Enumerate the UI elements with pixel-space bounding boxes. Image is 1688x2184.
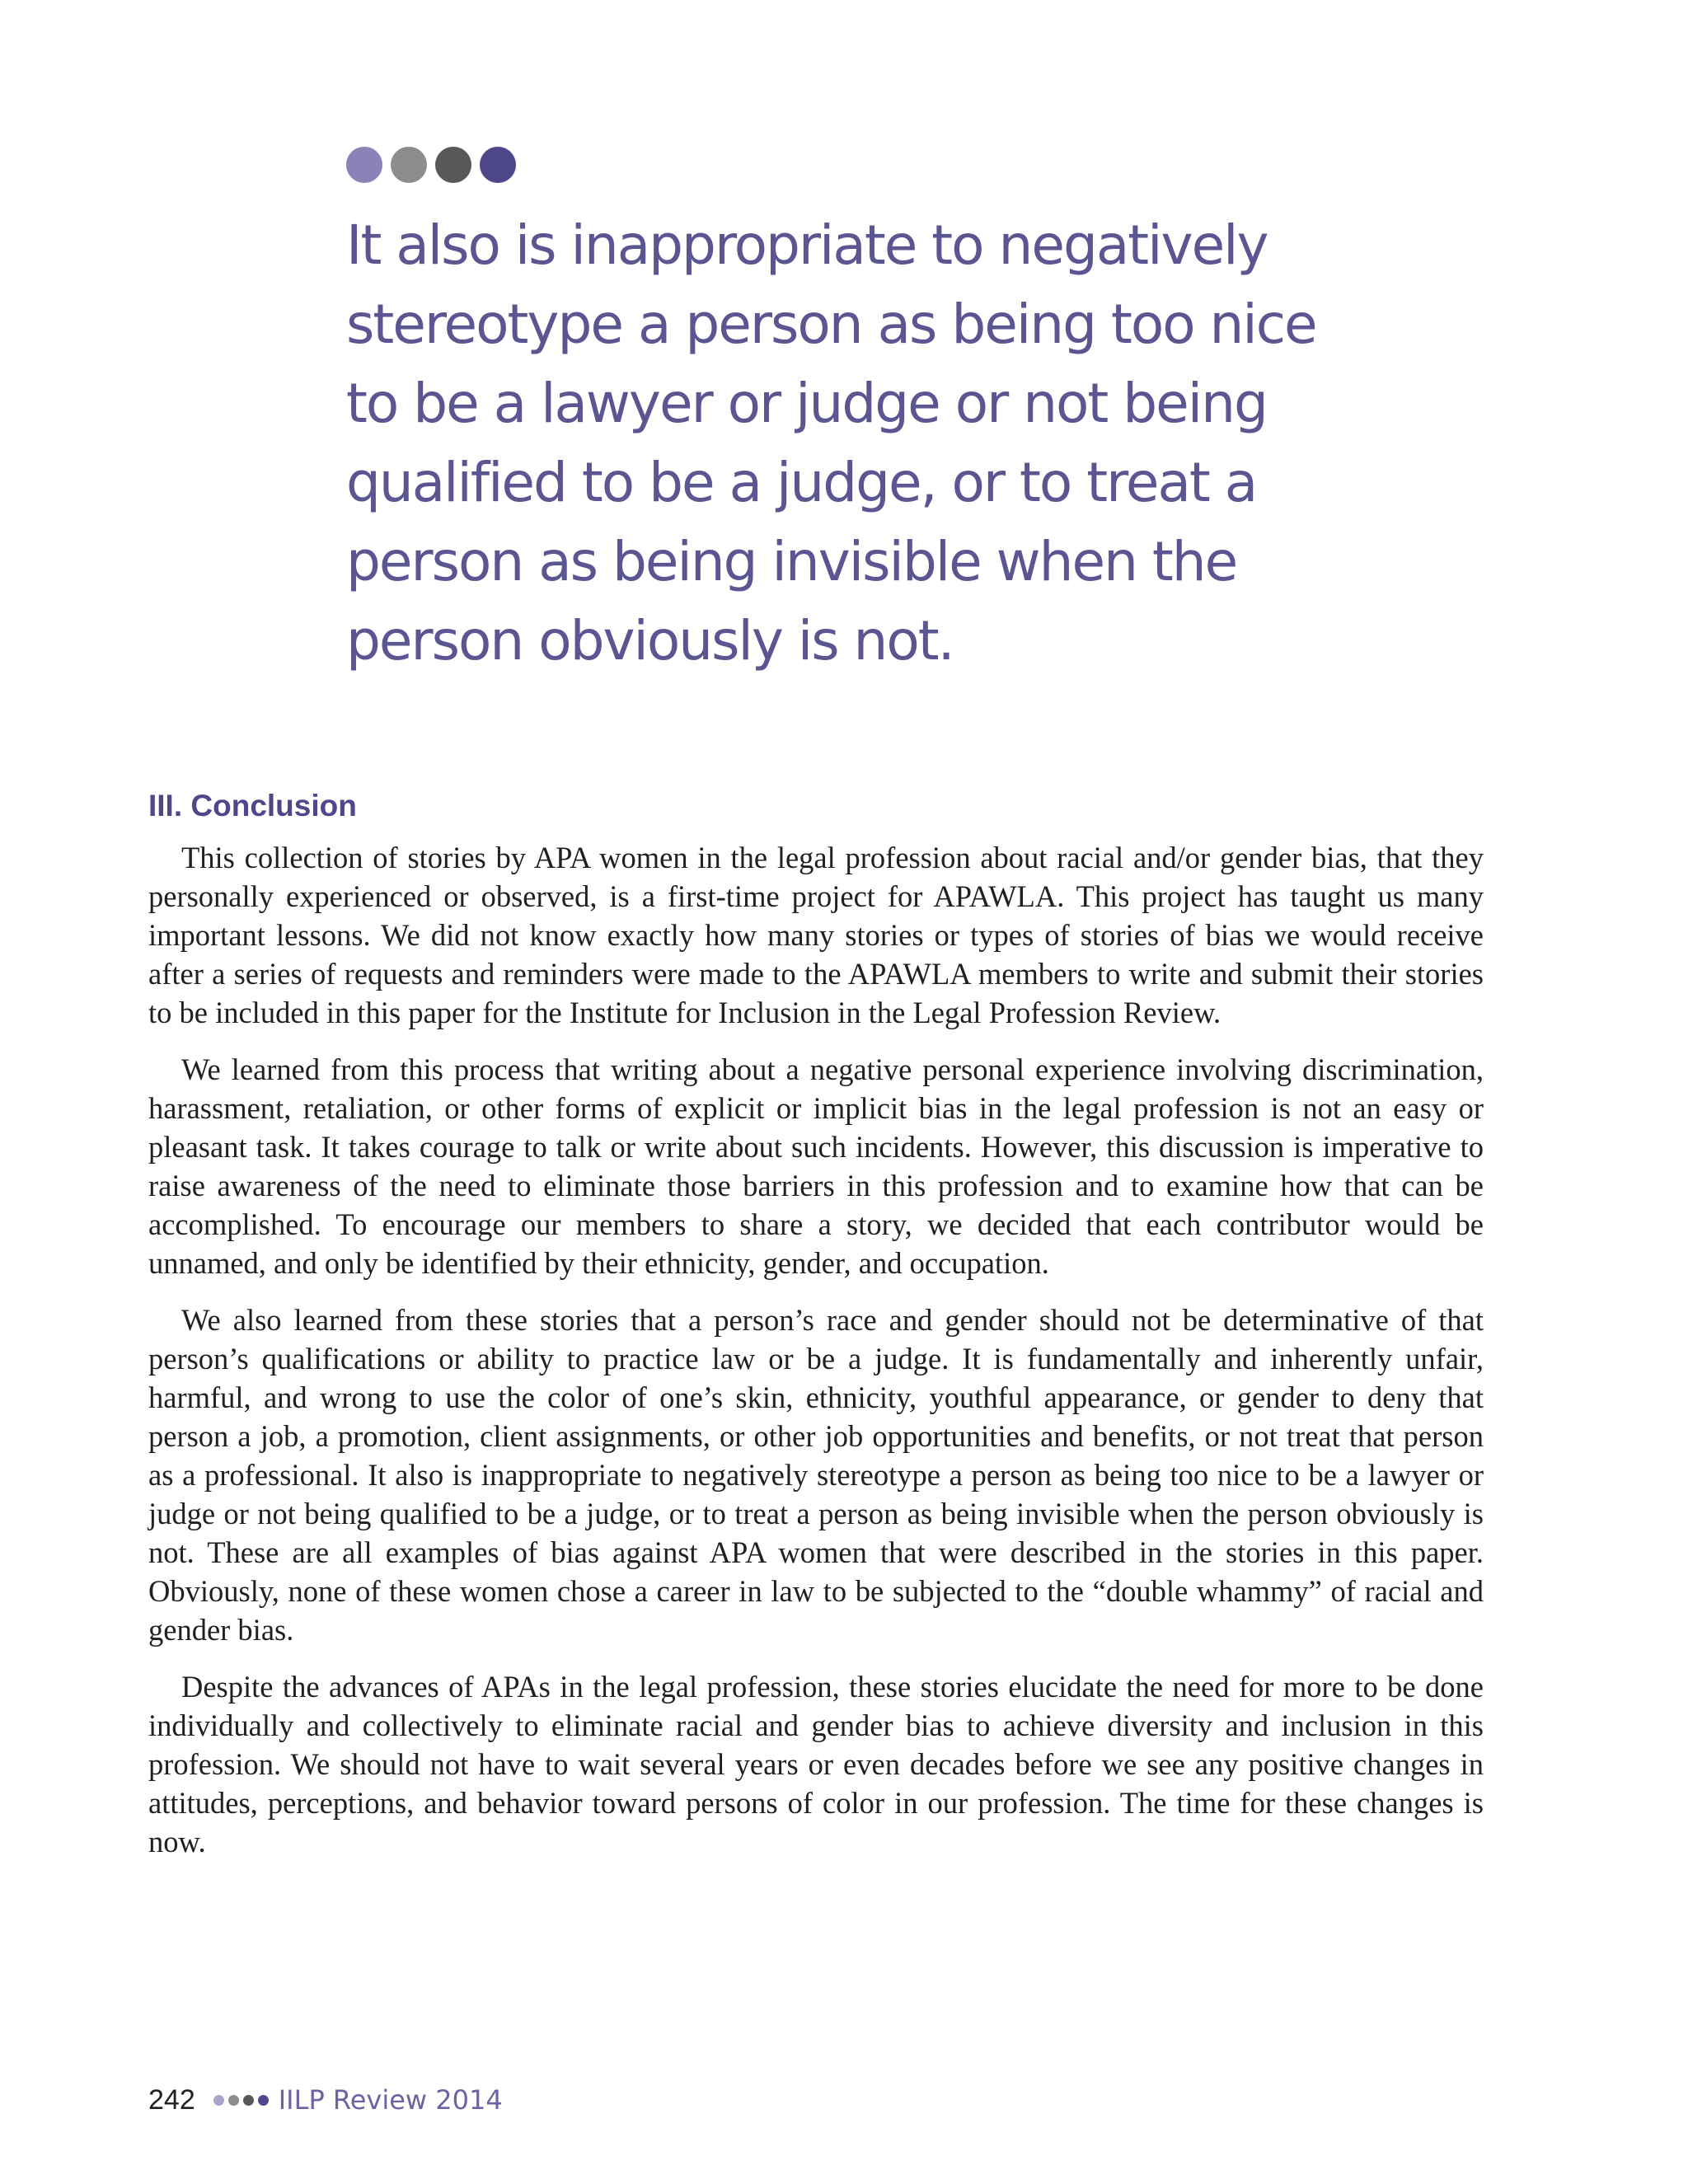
footer-dot-2 [228, 2095, 239, 2106]
pull-quote [346, 206, 1316, 681]
pull-quote-line: person as being invisible when the [346, 530, 1237, 593]
footer-dot-4 [258, 2095, 269, 2106]
footer-dots [213, 2095, 269, 2106]
footer-dot-3 [243, 2095, 254, 2106]
decorative-dot-2 [391, 147, 427, 183]
section-heading: III. Conclusion [148, 789, 357, 823]
pullquote-dots [346, 147, 516, 183]
pull-quote-line: person obviously is not. [346, 609, 954, 673]
decorative-dot-1 [346, 147, 382, 183]
decorative-dot-3 [435, 147, 471, 183]
paragraph: This collection of stories by APA women in the legal profession about racial and/or gender bias, that they personally experienced or observed, is a first-time project for APAWLA. This project has taught us many important lessons. We did not know exactly how many stories or types of stories of bias we would receive after a series of requests and reminders were made to the APAWLA members to write and submit their stories to be included in this paper for the Institute for Inclusion in the Legal Profession Review. [148, 841, 1484, 1029]
decorative-dot-4 [480, 147, 516, 183]
pull-quote-line: qualified to be a judge, or to treat a [346, 451, 1257, 514]
pull-quote-line: It also is inappropriate to negatively [346, 213, 1268, 277]
pull-quote-line: stereotype a person as being too nice [346, 293, 1316, 356]
body-text [148, 838, 1484, 1879]
footer-dot-1 [213, 2095, 224, 2106]
paragraph: We also learned from these stories that a person’s race and gender should not be determinative of that person’s qualifications or ability to practice law or be a judge. It is fundamentally and inherently unfair, harmful, and wrong to use the color of one’s skin, ethnicity, youthful appearance, or gender to deny that person a job, a promotion, client assignments, or other job opportunities and benefits, or not treat that person as a professional. It also is inappropriate to negatively stereotype a person as being too nice to be a lawyer or judge or not being qualified to be a judge, or to treat a person as being invisible when the person obviously is not. These are all examples of bias against APA women that were described in the stories in this paper. Obviously, none of these women chose a career in law to be subjected to the “double whammy” of racial and gender bias. [148, 1303, 1484, 1647]
paragraph: Despite the advances of APAs in the legal profession, these stories elucidate the need for more to be done individually and collectively to eliminate racial and gender bias to achieve diversity and inclusion in this profession. We should not have to wait several years or even decades before we see any positive changes in attitudes, perceptions, and behavior toward persons of color in our profession. The time for these changes is now. [148, 1670, 1484, 1858]
journal-name: IILP Review 2014 [278, 2084, 503, 2116]
paragraph: We learned from this process that writing about a negative personal experience involving discrimination, harassment, retaliation, or other forms of explicit or implicit bias in the legal profession is not an easy or pleasant task. It takes courage to talk or write about such incidents. However, this discussion is imperative to raise awareness of the need to eliminate those barriers in this profession and to examine how that can be accomplished. To encourage our members to share a story, we decided that each contributor would be unnamed, and only be identified by their ethnicity, gender, and occupation. [148, 1052, 1484, 1280]
pull-quote-line: to be a lawyer or judge or not being [346, 372, 1267, 435]
page-footer [148, 2083, 503, 2116]
page-number: 242 [148, 2083, 195, 2116]
